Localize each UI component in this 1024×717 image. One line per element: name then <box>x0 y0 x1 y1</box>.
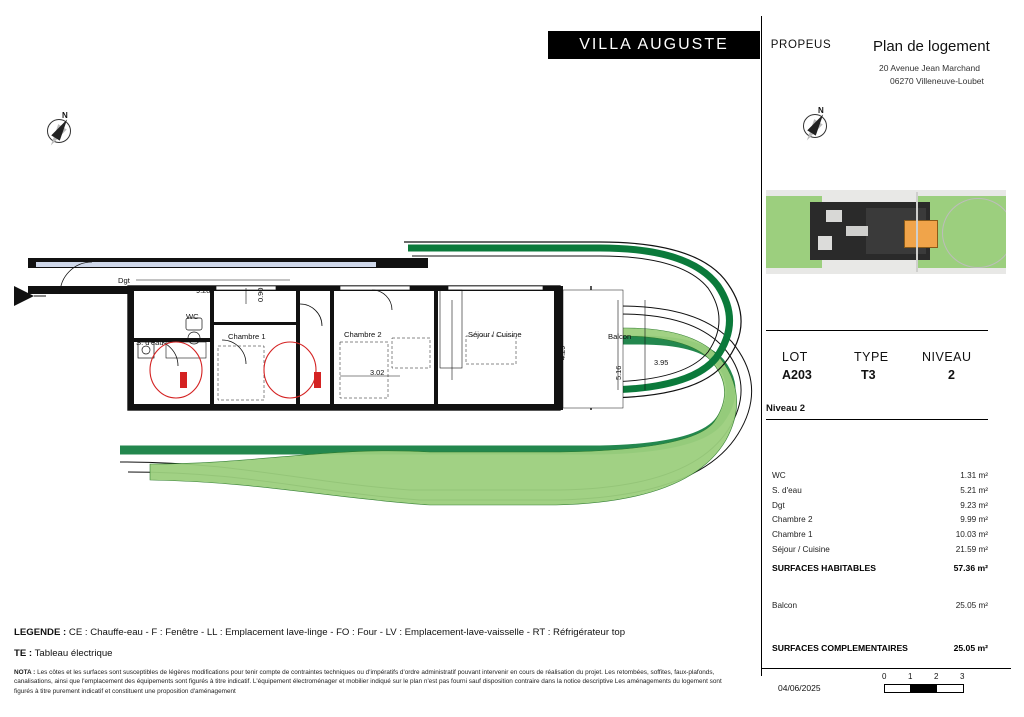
surface-row <box>772 501 988 510</box>
total-habitable-label: SURFACES HABITABLES <box>772 563 876 573</box>
room-label-balcon: Balcon <box>608 332 632 341</box>
legend-title: LEGENDE : <box>14 627 67 638</box>
total-complementaires-label: SURFACES COMPLEMENTAIRES <box>772 643 908 653</box>
scale-seg-2 <box>910 684 938 693</box>
scale-seg-3 <box>936 684 964 693</box>
niveau-value: 2 <box>948 368 955 382</box>
dim-9-28: 9.28 <box>196 286 211 295</box>
dim-5-16: 5.16 <box>614 365 623 380</box>
lot-header: LOT <box>782 350 808 364</box>
surface-label: Chambre 2 <box>772 515 813 525</box>
keymap-arc <box>942 198 1006 268</box>
lot-rule-top <box>766 330 988 331</box>
scale-tick-0: 0 <box>882 672 887 681</box>
room-label-wc: WC <box>186 312 199 321</box>
surface-row <box>772 545 988 554</box>
dim-4-29: 4.29 <box>558 345 567 360</box>
dim-3-02: 3.02 <box>370 368 385 377</box>
surface-row <box>772 530 988 539</box>
room-label-dgt: Dgt <box>118 276 130 285</box>
surfaces-habitables-total <box>772 563 988 573</box>
lot-rule-bottom <box>766 419 988 420</box>
legend-items: CE : Chauffe-eau - F : Fenêtre - LL : Emplacement lave-linge - FO : Four - LV : Emplacement-lave-vaisselle - RT : Réfrigérateur top <box>68 627 626 638</box>
legend-line-2 <box>14 648 113 659</box>
surface-value: 21.59 m² <box>955 545 988 554</box>
surface-row-balcon <box>772 601 988 610</box>
north-label-keymap: N <box>818 106 824 115</box>
keymap-courtyard-3 <box>818 236 832 250</box>
brand-name: PROPEUS <box>770 39 832 51</box>
surfaces-complementaires-total <box>772 643 988 653</box>
total-habitable-value: 57.36 m² <box>953 563 988 573</box>
brand-block <box>764 31 838 59</box>
room-label-chambre-1: Chambre 1 <box>228 332 266 341</box>
nota-text: Les côtes et les surfaces sont susceptibles de légères modifications pour tenir compte de contraintes techniques ou d'impératifs d'ordre administratif pouvant intervenir en cours de réalisation du projet. Les retombées, soffites, faux-plafonds, canalisations, ainsi que l'emplacement des équipements sont figurés à titre indicatif. L'équipement électroménager et mobilier indiqué sur le plan n'est pas fourni sauf disposition contraire dans la notice descriptive Les aménagements du logement sont figurés à titre purement indicatif et constituent une proposition d'aménagement <box>14 669 722 695</box>
surface-label: S. d'eau <box>772 485 802 495</box>
surface-row <box>772 515 988 524</box>
surface-value: 1.31 m² <box>960 471 988 480</box>
north-label-plan: N <box>62 111 68 120</box>
room-label-sdeau: S. d'eau <box>136 338 164 347</box>
plan-date: 04/06/2025 <box>778 683 821 693</box>
room-label-sejour-cuisine: Séjour / Cuisine <box>468 330 522 339</box>
surface-value: 9.99 m² <box>960 515 988 525</box>
address-line-2: 06270 Villeneuve-Loubet <box>890 76 984 86</box>
surface-value: 10.03 m² <box>955 530 988 540</box>
total-complementaires-value: 25.05 m² <box>953 643 988 653</box>
scale-tick-2: 2 <box>934 672 939 681</box>
floor-plan-drawing <box>0 90 760 540</box>
room-label-chambre-2: Chambre 2 <box>344 330 382 339</box>
lot-value: A203 <box>782 368 812 382</box>
niveau-line: Niveau 2 <box>766 403 806 414</box>
scale-seg-1 <box>884 684 912 693</box>
surface-row <box>772 471 988 480</box>
site-key-map <box>766 190 1006 274</box>
project-title-block <box>548 31 760 59</box>
scale-tick-3: 3 <box>960 672 965 681</box>
project-title: VILLA AUGUSTE <box>579 36 729 53</box>
panel-divider <box>761 16 762 676</box>
north-arrow-icon-keymap <box>800 108 834 142</box>
scale-tick-1: 1 <box>908 672 913 681</box>
niveau-header: NIVEAU <box>922 350 972 364</box>
document-title: Plan de logement <box>873 38 990 55</box>
keymap-courtyard-1 <box>826 210 842 222</box>
nota-label: NOTA : <box>14 669 36 676</box>
surface-label: Séjour / Cuisine <box>772 545 830 554</box>
dim-0-90: 0.90 <box>256 287 265 302</box>
surface-row <box>772 486 988 495</box>
surface-label: Chambre 1 <box>772 530 813 540</box>
address-line-1: 20 Avenue Jean Marchand <box>879 63 980 73</box>
legend-block <box>14 627 744 638</box>
type-value: T3 <box>861 368 876 382</box>
keymap-courtyard-2 <box>846 226 868 236</box>
surface-value-balcon: 25.05 m² <box>955 601 988 610</box>
type-header: TYPE <box>854 350 889 364</box>
surface-label: Dgt <box>772 500 785 510</box>
footer-rule <box>761 668 1011 669</box>
dim-3-95: 3.95 <box>654 358 669 367</box>
surface-label-balcon: Balcon <box>772 601 798 610</box>
surface-label: WC <box>772 471 786 480</box>
legend-line2-text: Tableau électrique <box>34 648 113 659</box>
surface-value: 5.21 m² <box>960 485 988 495</box>
surface-value: 9.23 m² <box>960 500 988 510</box>
legend-line2-key: TE : <box>14 648 33 659</box>
nota-block <box>14 668 740 696</box>
